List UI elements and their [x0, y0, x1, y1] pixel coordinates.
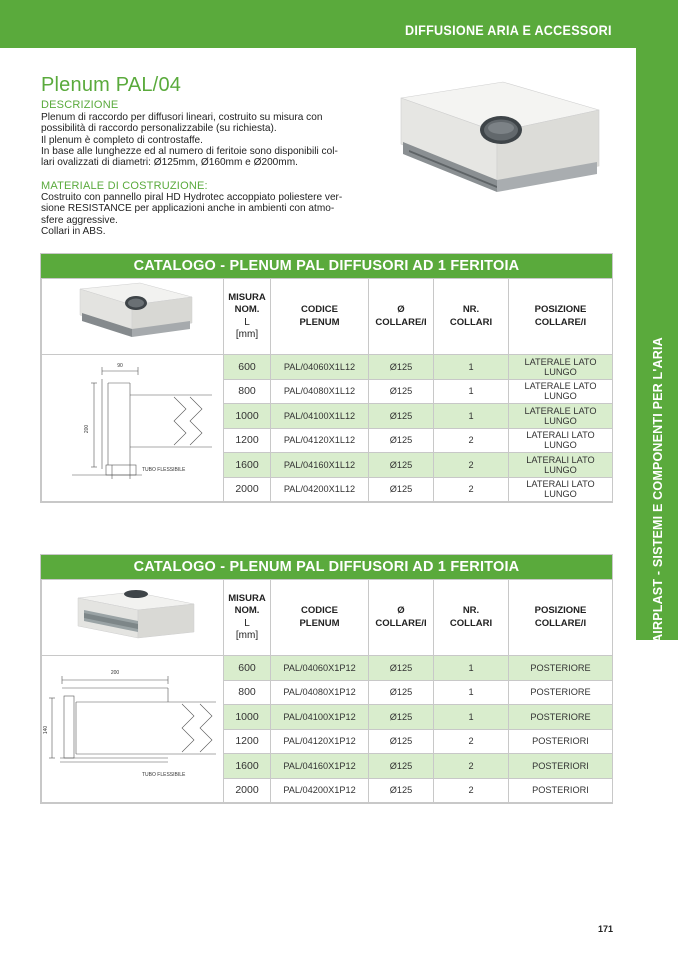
material-line: Collari in ABS.	[41, 225, 106, 237]
cell-collare: Ø125	[369, 404, 434, 429]
product-thumbnail-cell	[42, 580, 224, 656]
catalog-title: CATALOGO - PLENUM PAL DIFFUSORI AD 1 FERITOIA	[41, 254, 612, 278]
cell-posizione: LATERALE LATO LUNGO	[509, 379, 613, 404]
cell-misura: 600	[224, 656, 271, 681]
cell-collare: Ø125	[369, 379, 434, 404]
technical-drawing	[42, 357, 222, 500]
cell-codice: PAL/04060X1L12	[271, 355, 369, 380]
description-line: Plenum di raccordo per diffusori lineari, costruito su misura con	[41, 112, 323, 123]
cell-codice: PAL/04120X1L12	[271, 428, 369, 453]
page-number: 171	[598, 924, 614, 934]
cell-posizione: LATERALI LATO LUNGO	[509, 453, 613, 478]
side-brand-text: AIRPLAST - SISTEMI E COMPONENTI PER L'ARIA	[651, 337, 665, 643]
catalog-table-posterior	[40, 554, 613, 804]
catalog-table-lateral	[40, 253, 613, 503]
col-header-nr: NR. COLLARI	[434, 279, 509, 355]
cell-posizione: POSTERIORE	[509, 680, 613, 705]
table-row	[42, 355, 613, 380]
catalog-grid	[41, 278, 613, 502]
cell-codice: PAL/04160X1P12	[271, 754, 369, 779]
description-line: In base alle lunghezze ed al numero di feritoie sono disponibili col-	[41, 145, 338, 157]
cell-codice: PAL/04100X1P12	[271, 705, 369, 730]
description-line: Il plenum è completo di controstaffe.	[41, 134, 203, 146]
table-header-row	[42, 279, 613, 355]
table-header-row	[42, 580, 613, 656]
cell-codice: PAL/04060X1P12	[271, 656, 369, 681]
cell-misura: 800	[224, 379, 271, 404]
drawing-dim-top: 200	[110, 669, 120, 676]
col-header-collare: Ø COLLARE/I	[369, 279, 434, 355]
cell-misura: 1600	[224, 754, 271, 779]
cell-misura: 1200	[224, 428, 271, 453]
cell-collare: Ø125	[369, 428, 434, 453]
cell-collare: Ø125	[369, 656, 434, 681]
product-title: Plenum PAL/04	[41, 74, 182, 96]
col-header-posizione: POSIZIONE COLLARE/I	[509, 580, 613, 656]
cell-posizione: LATERALI LATO LUNGO	[509, 428, 613, 453]
material-line: sfere aggressive.	[41, 214, 118, 226]
cell-collare: Ø125	[369, 778, 434, 803]
col-header-nr: NR. COLLARI	[434, 580, 509, 656]
cell-codice: PAL/04080X1L12	[271, 379, 369, 404]
drawing-dim-side: 200	[84, 424, 90, 433]
material-heading: MATERIALE DI COSTRUZIONE:	[41, 180, 208, 192]
plenum-product-image	[393, 80, 605, 200]
catalog-title: CATALOGO - PLENUM PAL DIFFUSORI AD 1 FERITOIA	[41, 555, 612, 579]
col-header-collare: Ø COLLARE/I	[369, 580, 434, 656]
cell-collare: Ø125	[369, 680, 434, 705]
material-line: Costruito con pannello piral HD Hydrotec accoppiato poliestere ver-	[41, 192, 343, 203]
cell-nr: 1	[434, 404, 509, 429]
drawing-tube-label: TUBO FLESSIBILE	[142, 466, 186, 473]
material-text	[41, 192, 363, 237]
cell-posizione: POSTERIORI	[509, 778, 613, 803]
cell-posizione: LATERALE LATO LUNGO	[509, 355, 613, 380]
drawing-dim-side: 140	[43, 725, 49, 734]
cell-collare: Ø125	[369, 705, 434, 730]
cell-codice: PAL/04080X1P12	[271, 680, 369, 705]
cell-posizione: POSTERIORE	[509, 705, 613, 730]
cell-collare: Ø125	[369, 729, 434, 754]
description-heading: DESCRIZIONE	[41, 99, 119, 111]
drawing-dim-top: 90	[117, 362, 123, 369]
col-header-codice: CODICE PLENUM	[271, 279, 369, 355]
header-band	[0, 0, 678, 48]
cell-codice: PAL/04100X1L12	[271, 404, 369, 429]
cell-misura: 1000	[224, 404, 271, 429]
cell-nr: 1	[434, 680, 509, 705]
cell-misura: 600	[224, 355, 271, 380]
cell-nr: 2	[434, 453, 509, 478]
cell-nr: 1	[434, 355, 509, 380]
cell-nr: 2	[434, 754, 509, 779]
description-text	[41, 112, 363, 168]
col-header-codice: CODICE PLENUM	[271, 580, 369, 656]
cell-posizione: POSTERIORI	[509, 754, 613, 779]
cell-nr: 2	[434, 428, 509, 453]
description-line: possibilità di raccordo personalizzabile (su richiesta).	[41, 123, 277, 135]
cell-posizione: LATERALI LATO LUNGO	[509, 477, 613, 502]
cell-codice: PAL/04200X1L12	[271, 477, 369, 502]
cell-posizione: LATERALE LATO LUNGO	[509, 404, 613, 429]
cell-posizione: POSTERIORE	[509, 656, 613, 681]
cell-misura: 1600	[224, 453, 271, 478]
cell-misura: 1000	[224, 705, 271, 730]
technical-drawing-cell	[42, 656, 224, 803]
cell-codice: PAL/04200X1P12	[271, 778, 369, 803]
technical-drawing	[42, 658, 222, 801]
plenum-thumbnail-image	[42, 279, 222, 349]
product-thumbnail-cell	[42, 279, 224, 355]
table-row	[42, 656, 613, 681]
cell-nr: 2	[434, 778, 509, 803]
section-title: DIFFUSIONE ARIA E ACCESSORI	[405, 22, 612, 38]
cell-collare: Ø125	[369, 477, 434, 502]
description-line: lari ovalizzati di diametri: Ø125mm, Ø160mm e Ø200mm.	[41, 157, 298, 169]
drawing-tube-label: TUBO FLESSIBILE	[142, 771, 186, 778]
plenum-thumbnail-image	[42, 580, 222, 650]
cell-nr: 2	[434, 729, 509, 754]
cell-codice: PAL/04120X1P12	[271, 729, 369, 754]
cell-misura: 800	[224, 680, 271, 705]
col-header-posizione: POSIZIONE COLLARE/I	[509, 279, 613, 355]
technical-drawing-cell	[42, 355, 224, 502]
cell-nr: 1	[434, 379, 509, 404]
cell-codice: PAL/04160X1L12	[271, 453, 369, 478]
cell-collare: Ø125	[369, 754, 434, 779]
material-line: sione RESISTANCE per applicazioni anche in ambienti con atmo-	[41, 203, 335, 215]
catalog-grid	[41, 579, 613, 803]
col-header-misura: MISURA NOM. L [mm]	[224, 279, 271, 355]
cell-misura: 1200	[224, 729, 271, 754]
cell-nr: 2	[434, 477, 509, 502]
cell-posizione: POSTERIORI	[509, 729, 613, 754]
cell-nr: 1	[434, 656, 509, 681]
cell-misura: 2000	[224, 477, 271, 502]
cell-collare: Ø125	[369, 355, 434, 380]
cell-misura: 2000	[224, 778, 271, 803]
col-header-misura: MISURA NOM. L [mm]	[224, 580, 271, 656]
cell-collare: Ø125	[369, 453, 434, 478]
cell-nr: 1	[434, 705, 509, 730]
